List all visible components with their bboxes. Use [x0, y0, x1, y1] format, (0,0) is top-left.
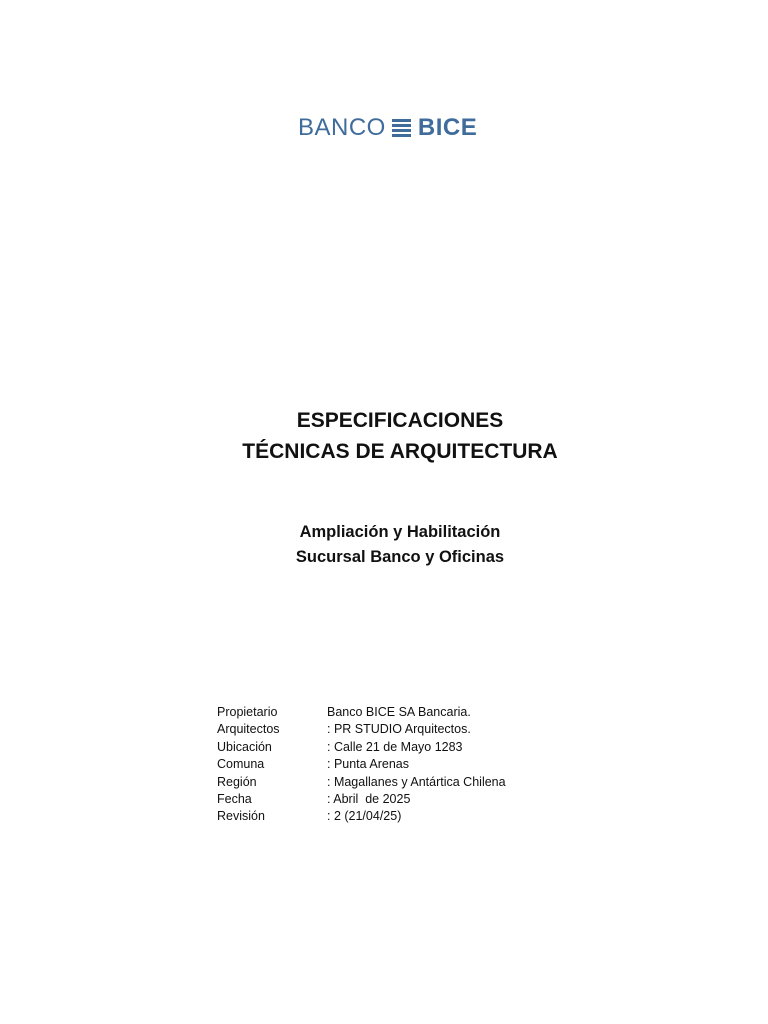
- info-value: : Calle 21 de Mayo 1283: [327, 739, 463, 754]
- info-value: Banco BICE SA Bancaria.: [327, 705, 471, 719]
- info-label: Propietario: [217, 705, 278, 719]
- info-value: : Abril de 2025: [327, 792, 411, 807]
- info-label: Comuna: [217, 757, 265, 772]
- logo-text-bice: BICE: [417, 114, 478, 141]
- logo-text-banco: BANCO: [298, 114, 386, 141]
- subtitle-line-1: Ampliación y Habilitación: [299, 523, 501, 541]
- info-row-commune: [217, 756, 506, 773]
- title-line-2: TÉCNICAS DE ARQUITECTURA: [242, 440, 558, 463]
- info-value: : Magallanes y Antártica Chilena: [327, 774, 506, 789]
- info-label: Ubicación: [217, 739, 272, 754]
- info-value: : 2 (21/04/25): [327, 809, 402, 824]
- info-row-date: [217, 791, 506, 808]
- info-row-owner: [217, 704, 506, 721]
- info-value: : PR STUDIO Arquitectos.: [327, 722, 471, 737]
- info-label: Arquitectos: [217, 722, 280, 737]
- info-label: Región: [217, 774, 257, 789]
- info-value: : Punta Arenas: [327, 757, 410, 772]
- stacked-bars-icon: [392, 119, 411, 137]
- info-row-region: [217, 774, 506, 791]
- info-row-architects: [217, 721, 506, 738]
- bank-logo: [298, 113, 477, 143]
- info-label: Revisión: [217, 809, 265, 824]
- subtitle-line-2: Sucursal Banco y Oficinas: [295, 548, 505, 566]
- info-row-location: [217, 739, 506, 756]
- document-title: [32, 405, 768, 467]
- info-label: Fecha: [217, 792, 252, 807]
- project-info-table: [217, 704, 506, 826]
- info-row-revision: [217, 808, 506, 825]
- document-subtitle: [32, 520, 768, 570]
- title-line-1: ESPECIFICACIONES: [296, 409, 504, 432]
